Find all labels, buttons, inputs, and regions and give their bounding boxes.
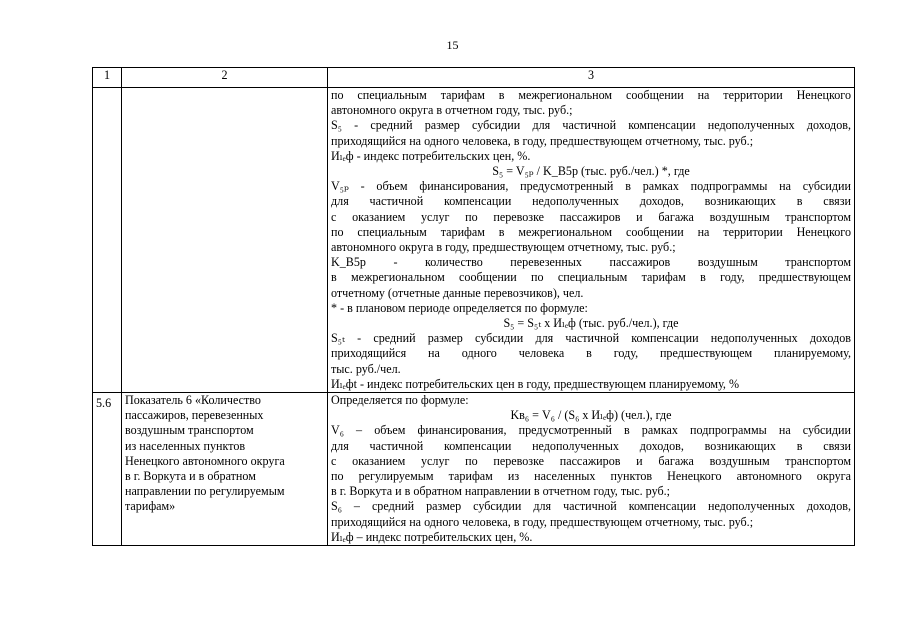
text-line: по специальным тарифам в межрегиональном сообщении на территории Ненецкого: [331, 224, 851, 239]
text-line: по специальным тарифам в межрегиональном сообщении на территории Ненецкого: [331, 88, 851, 102]
text-line: Показатель 6 «Количество: [125, 393, 261, 408]
method-description-cell: [328, 393, 855, 546]
text-line: автономного округа в году, предшествующем отчетному, тыс. руб.;: [331, 240, 676, 255]
header-col-3: 3: [328, 68, 855, 88]
table-row: [93, 393, 855, 546]
text-line: в г. Воркута и в обратном: [125, 469, 256, 484]
text-line: Иₗₑфt - индекс потребительских цен в году, предшествующем планируемому, %: [331, 376, 740, 391]
page-number: 15: [446, 38, 459, 52]
text-line: Иₗₑф - индекс потребительских цен, %.: [331, 148, 531, 163]
text-line: с оказанием услуг по перевозке пассажиров и багажа воздушным транспортом: [331, 209, 851, 224]
text-line: в межрегиональном сообщении по специальным тарифам в году, предшествующем: [331, 270, 851, 285]
text-line: отчетному (отчетные данные перевозчиков), чел.: [331, 285, 584, 300]
text-line: приходящийся на одного человека в году, предшествующем планируемому,: [331, 346, 851, 361]
text-line: по регулируемым тарифам из населенных пунктов Ненецкого автономного округа: [331, 469, 851, 484]
text-line: из населенных пунктов: [125, 438, 246, 453]
indicator-table: [92, 67, 855, 546]
text-line: S₅ₜ - средний размер субсидии для частичной компенсации недополученных доходов: [331, 331, 851, 346]
text-line: V₆ – объем финансирования, предусмотренный в рамках подпрограммы на субсидии: [331, 423, 851, 438]
row-number-cell: [93, 88, 122, 393]
indicator-name-cell: [122, 393, 328, 546]
text-line: приходящийся на одного человека, в году, предшествующем отчетному, тыс. руб.;: [331, 133, 754, 148]
text-line: K_B5p - количество перевезенных пассажиров воздушным транспортом: [331, 255, 851, 270]
text-line: S₆ – средний размер субсидии для частичной компенсации недополученных доходов,: [331, 499, 851, 514]
header-col-1: 1: [93, 68, 122, 88]
text-line: * - в плановом периоде определяется по формуле:: [331, 300, 588, 315]
text-line: для частичной компенсации недополученных доходов, возникающих в связи: [331, 438, 851, 453]
header-col-2: 2: [122, 68, 328, 88]
table-row: [93, 88, 855, 393]
text-line: воздушным транспортом: [125, 423, 254, 438]
text-line: в г. Воркута и в обратном направлении в отчетном году, тыс. руб.;: [331, 484, 670, 499]
table-header-row: [93, 68, 855, 88]
text-line: S₅ = V₅ₚ / K_B5p (тыс. руб./чел.) *, где: [492, 164, 690, 179]
text-line: S₅ - средний размер субсидии для частичной компенсации недополученных доходов,: [331, 118, 851, 133]
text-line: Ненецкого автономного округа: [125, 453, 285, 468]
text-line: Определяется по формуле:: [331, 393, 469, 408]
row-number-cell: 5.6: [93, 393, 122, 546]
text-line: Kв₆ = V₆ / (S₆ x Иₗₑф) (чел.), где: [510, 408, 672, 423]
text-line: с оказанием услуг по перевозке пассажиров и багажа воздушным транспортом: [331, 453, 851, 468]
text-line: приходящийся на одного человека, в году, предшествующем отчетному, тыс. руб.;: [331, 514, 754, 529]
text-line: для частичной компенсации недополученных доходов, возникающих в связи: [331, 194, 851, 209]
text-line: автономного округа в отчетном году, тыс. руб.;: [331, 103, 573, 118]
method-description-cell: [328, 88, 855, 393]
indicator-name-cell: [122, 88, 328, 393]
text-line: S₅ = S₅ₜ x Иₗₑф (тыс. руб./чел.), где: [503, 316, 679, 331]
text-line: Иₗₑф – индекс потребительских цен, %.: [331, 529, 533, 544]
text-line: пассажиров, перевезенных: [125, 408, 264, 423]
text-line: направлении по регулируемым: [125, 484, 285, 499]
text-line: тыс. руб./чел.: [331, 361, 401, 376]
text-line: V₅ₚ - объем финансирования, предусмотренный в рамках подпрограммы на субсидии: [331, 179, 851, 194]
text-line: тарифам»: [125, 499, 176, 514]
